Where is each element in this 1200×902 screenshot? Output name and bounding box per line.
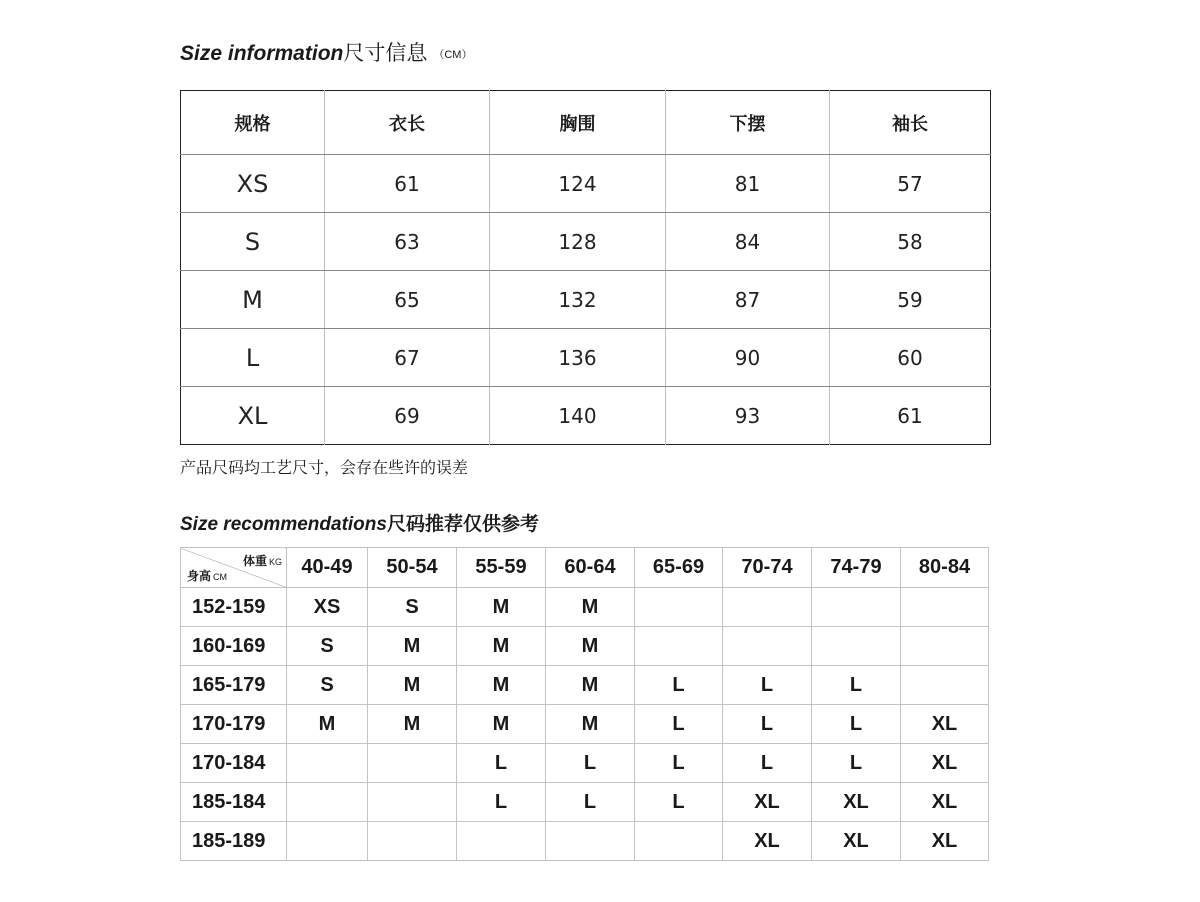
recommended-size-cell (287, 744, 368, 783)
recommended-size-cell: L (457, 744, 546, 783)
recommended-size-cell: M (546, 666, 635, 705)
size-disclaimer-note: 产品尺码均工艺尺寸，会存在些许的误差 (180, 460, 469, 477)
recommended-size-cell: L (723, 666, 812, 705)
table-row (181, 783, 989, 822)
recommended-size-cell: L (635, 783, 723, 822)
size-info-header-row (181, 91, 991, 155)
recommended-size-cell: L (812, 744, 901, 783)
recommended-size-cell (368, 744, 457, 783)
hem-value: 93 (666, 387, 830, 445)
size-info-table (180, 90, 991, 445)
size-label: XL (181, 387, 325, 445)
size-info-title-cn: 尺寸信息 (343, 42, 428, 65)
weight-col-header: 70-74 (723, 548, 812, 588)
corner-header (181, 548, 287, 588)
table-row (181, 271, 991, 329)
size-label: L (181, 329, 325, 387)
recommended-size-cell: S (287, 666, 368, 705)
weight-col-header: 74-79 (812, 548, 901, 588)
table-row (181, 155, 991, 213)
recommended-size-cell: L (723, 705, 812, 744)
recommended-size-cell: M (546, 627, 635, 666)
length-value: 63 (325, 213, 490, 271)
recommended-size-cell: L (812, 705, 901, 744)
recommended-size-cell: XL (812, 783, 901, 822)
height-range-label: 152-159 (181, 588, 287, 627)
height-range-label: 165-179 (181, 666, 287, 705)
recommended-size-cell (812, 588, 901, 627)
table-row (181, 666, 989, 705)
size-rec-header-row (181, 548, 989, 588)
recommended-size-cell (901, 666, 989, 705)
size-info-title-en: Size information (180, 42, 344, 65)
recommended-size-cell: L (635, 705, 723, 744)
recommended-size-cell: XS (287, 588, 368, 627)
weight-col-header: 65-69 (635, 548, 723, 588)
length-value: 61 (325, 155, 490, 213)
size-rec-title (180, 512, 539, 538)
size-rec-table (180, 547, 989, 861)
chest-value: 124 (490, 155, 666, 213)
sleeve-value: 59 (830, 271, 991, 329)
hem-value: 90 (666, 329, 830, 387)
recommended-size-cell: M (368, 627, 457, 666)
recommended-size-cell: L (635, 666, 723, 705)
recommended-size-cell (635, 627, 723, 666)
sleeve-value: 60 (830, 329, 991, 387)
recommended-size-cell: XL (812, 822, 901, 861)
sleeve-value: 61 (897, 403, 923, 428)
size-label: XS (181, 155, 325, 213)
recommended-size-cell: XL (723, 783, 812, 822)
table-row (181, 329, 991, 387)
sleeve-value: 57 (830, 155, 991, 213)
length-value: 69 (325, 387, 490, 445)
header-length: 衣长 (325, 91, 490, 155)
height-range-label: 170-179 (181, 705, 287, 744)
recommended-size-cell (368, 822, 457, 861)
weight-col-header: 60-64 (546, 548, 635, 588)
recommended-size-cell: M (457, 627, 546, 666)
recommended-size-cell (368, 783, 457, 822)
table-row (181, 822, 989, 861)
size-rec-title-cn: 尺码推荐仅供参考 (386, 514, 539, 535)
size-rec-title-en: Size recommendations (180, 514, 387, 535)
recommended-size-cell: XL (901, 705, 989, 744)
header-size: 规格 (181, 91, 325, 155)
recommended-size-cell (812, 627, 901, 666)
recommended-size-cell: L (723, 744, 812, 783)
corner-weight-unit: KG (268, 557, 282, 567)
recommended-size-cell (723, 627, 812, 666)
sleeve-value: 58 (830, 213, 991, 271)
recommended-size-cell: M (546, 588, 635, 627)
corner-height-label (187, 567, 227, 584)
chest-value: 132 (490, 271, 666, 329)
recommended-size-cell: S (287, 627, 368, 666)
recommended-size-cell (287, 822, 368, 861)
height-range-label: 160-169 (181, 627, 287, 666)
hem-value: 87 (666, 271, 830, 329)
recommended-size-cell: XL (901, 744, 989, 783)
length-value: 65 (325, 271, 490, 329)
recommended-size-cell (901, 588, 989, 627)
weight-col-header: 40-49 (287, 548, 368, 588)
recommended-size-cell: L (457, 783, 546, 822)
height-range-label: 185-189 (181, 822, 287, 861)
header-chest: 胸围 (490, 91, 666, 155)
recommended-size-cell (723, 588, 812, 627)
recommended-size-cell (546, 822, 635, 861)
recommended-size-cell: M (368, 705, 457, 744)
table-row (181, 744, 989, 783)
table-row (181, 387, 991, 445)
recommended-size-cell: XL (901, 783, 989, 822)
recommended-size-cell (457, 822, 546, 861)
table-row (181, 627, 989, 666)
height-range-label: 170-184 (181, 744, 287, 783)
recommended-size-cell: M (457, 588, 546, 627)
recommended-size-cell: L (546, 744, 635, 783)
corner-weight-label (243, 552, 282, 569)
recommended-size-cell: L (812, 666, 901, 705)
size-info-title (180, 40, 472, 69)
recommended-size-cell: L (635, 744, 723, 783)
recommended-size-cell (635, 822, 723, 861)
table-row (181, 588, 989, 627)
recommended-size-cell: XL (901, 822, 989, 861)
recommended-size-cell: S (368, 588, 457, 627)
size-label: S (181, 213, 325, 271)
weight-col-header: 50-54 (368, 548, 457, 588)
height-range-label: 185-184 (181, 783, 287, 822)
corner-height-unit: CM (213, 572, 228, 582)
recommended-size-cell (901, 627, 989, 666)
recommended-size-cell: M (457, 705, 546, 744)
header-sleeve: 袖长 (830, 91, 991, 155)
recommended-size-cell: L (546, 783, 635, 822)
recommended-size-cell: M (457, 666, 546, 705)
header-hem: 下摆 (666, 91, 830, 155)
weight-col-header: 55-59 (457, 548, 546, 588)
weight-col-header: 80-84 (901, 548, 989, 588)
size-label: M (181, 271, 325, 329)
recommended-size-cell: XL (723, 822, 812, 861)
recommended-size-cell (287, 783, 368, 822)
chest-value: 140 (490, 387, 666, 445)
recommended-size-cell: M (546, 705, 635, 744)
chest-value: 128 (490, 213, 666, 271)
table-row (181, 705, 989, 744)
corner-weight-text: 体重 (242, 554, 267, 568)
chest-value: 136 (490, 329, 666, 387)
corner-height-text: 身高 (187, 569, 212, 583)
hem-value: 84 (666, 213, 830, 271)
recommended-size-cell: M (368, 666, 457, 705)
table-row (181, 213, 991, 271)
size-info-unit: （CM） (433, 49, 473, 61)
recommended-size-cell: M (287, 705, 368, 744)
hem-value: 81 (666, 155, 830, 213)
length-value: 67 (325, 329, 490, 387)
recommended-size-cell (635, 588, 723, 627)
